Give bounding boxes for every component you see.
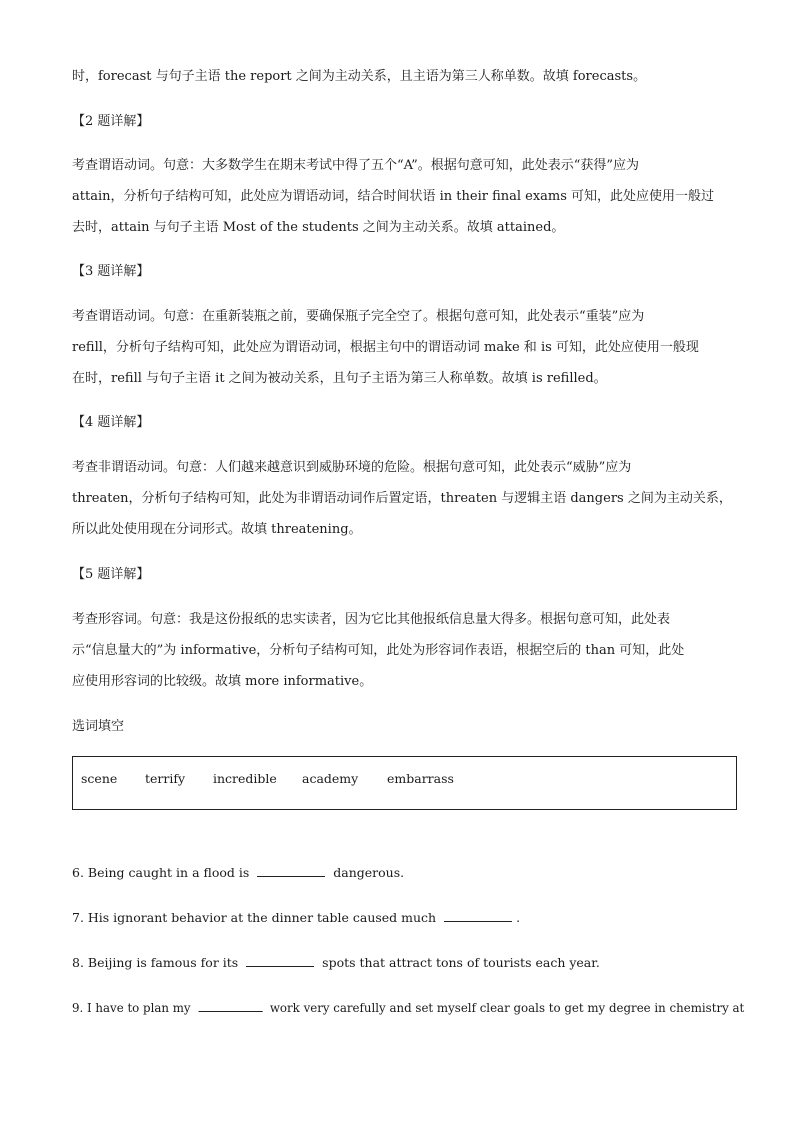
question-6-blank <box>257 864 325 877</box>
section-5-line-2: 示“信息量大的”为 informative，分析句子结构可知，此处为形容词作表语，根据空后的 than 可知，此处 <box>72 643 685 658</box>
section-2-heading: 【2 题详解】 <box>72 114 150 129</box>
word-bank-item: embarrass <box>387 771 454 786</box>
section-3-line-2: refill，分析句子结构可知，此处应为谓语动词，根据主句中的谓语动词 make 和 is 可知，此处应使用一般现 <box>72 340 699 355</box>
section-4-heading: 【4 题详解】 <box>72 415 150 430</box>
question-9-text-after: work very carefully and set myself clear goals to get my degree in chemistry at <box>266 1000 745 1015</box>
word-bank-box <box>72 756 737 810</box>
paragraph-continuation: 时，forecast 与句子主语 the report 之间为主动关系，且主语为第三人称单数。故填 forecasts。 <box>72 69 647 84</box>
question-9-text-before: 9. I have to plan my <box>72 1000 195 1015</box>
section-2-line-1: 考查谓语动词。句意：大多数学生在期末考试中得了五个“A”。根据句意可知，此处表示“获得”应为 <box>72 158 640 173</box>
section-4-line-1: 考查非谓语动词。句意：人们越来越意识到威胁环境的危险。根据句意可知，此处表示“威胁”应为 <box>72 460 632 475</box>
section-5-line-1: 考查形容词。句意：我是这份报纸的忠实读者，因为它比其他报纸信息量大得多。根据句意可知，此处表 <box>72 612 671 627</box>
word-bank-item: terrify <box>145 771 186 786</box>
section-3-line-1: 考查谓语动词。句意：在重新装瓶之前，要确保瓶子完全空了。根据句意可知，此处表示“重装”应为 <box>72 309 645 324</box>
exercise-title: 选词填空 <box>72 719 125 734</box>
section-4-line-2: threaten，分析句子结构可知，此处为非谓语动词作后置定语，threaten 与逻辑主语 dangers 之间为主动关系， <box>72 491 732 506</box>
question-6 <box>72 864 404 881</box>
word-bank-item: incredible <box>213 771 277 786</box>
question-8-blank <box>246 954 314 967</box>
question-8-text-after: spots that attract tons of tourists each year. <box>318 955 600 970</box>
question-6-text-after: dangerous. <box>329 865 405 880</box>
section-4-line-3: 所以此处使用现在分词形式。故填 threatening。 <box>72 522 362 537</box>
question-8 <box>72 954 600 971</box>
question-7-text-after: . <box>516 910 521 925</box>
section-5-line-3: 应使用形容词的比较级。故填 more informative。 <box>72 674 373 689</box>
section-5-heading: 【5 题详解】 <box>72 567 150 582</box>
question-8-text-before: 8. Beijing is famous for its <box>72 955 243 970</box>
question-9 <box>72 999 744 1016</box>
question-7-text-before: 7. His ignorant behavior at the dinner table caused much <box>72 910 441 925</box>
section-3-heading: 【3 题详解】 <box>72 264 150 279</box>
section-2-line-3: 去时，attain 与句子主语 Most of the students 之间为主动关系。故填 attained。 <box>72 220 565 235</box>
question-7-blank <box>444 909 512 922</box>
question-6-text-before: 6. Being caught in a flood is <box>72 865 254 880</box>
word-bank-item: academy <box>302 771 359 786</box>
section-3-line-3: 在时，refill 与句子主语 it 之间为被动关系，且句子主语为第三人称单数。故填 is refilled。 <box>72 371 607 386</box>
question-9-blank <box>198 999 262 1012</box>
question-7 <box>72 909 520 926</box>
word-bank-item: scene <box>81 771 118 786</box>
section-2-line-2: attain，分析句子结构可知，此处应为谓语动词，结合时间状语 in their final exams 可知，此处应使用一般过 <box>72 189 715 204</box>
